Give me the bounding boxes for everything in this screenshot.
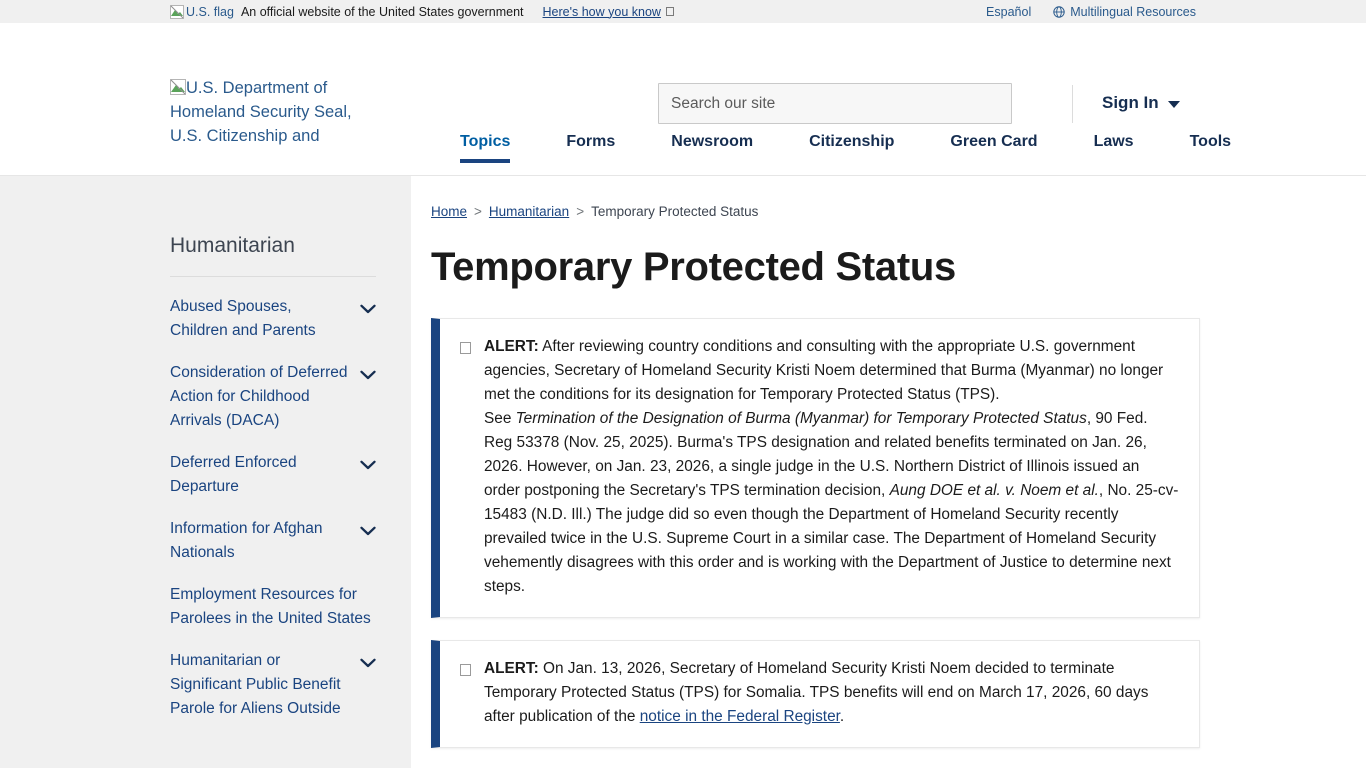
site-header <box>0 23 1366 176</box>
us-flag-alt-text: U.S. flag <box>186 4 234 19</box>
search-input[interactable] <box>658 83 1012 124</box>
federal-register-notice-link[interactable]: notice in the Federal Register <box>639 708 840 725</box>
heres-how-you-know-link[interactable]: Here's how you know <box>542 4 661 19</box>
alert-paragraph-1: On Jan. 13, 2026, Secretary of Homeland Security Kristi Noem decided to terminate Temporary Protected Status (TPS) for Somalia. TPS benefits will end on March 17, 2026, 60 days after publication of the <box>484 660 1149 725</box>
breadcrumb-humanitarian-link[interactable]: Humanitarian <box>488 204 570 219</box>
nav-label: Newsroom <box>671 133 754 150</box>
broken-image-icon <box>170 5 184 19</box>
chevron-down-icon[interactable] <box>360 655 376 665</box>
chevron-down-icon[interactable] <box>360 301 376 311</box>
nav-item-forms[interactable] <box>566 133 615 163</box>
sidebar-heading: Humanitarian <box>170 234 376 277</box>
page-title: Temporary Protected Status <box>431 245 956 289</box>
us-flag-broken-image <box>170 5 234 19</box>
alert-paragraph-1: After reviewing country conditions and consulting with the appropriate U.S. government agencies, Secretary of Homeland Security Kristi Noem determined that Burma (Myanmar) no longer met the conditions for its designation for Temporary Protected Status (TPS). <box>484 338 1164 403</box>
external-link-icon <box>666 7 674 16</box>
sidebar-item-humanitarian-parole[interactable] <box>170 631 376 721</box>
sidebar-list <box>170 277 376 721</box>
nav-item-tools[interactable] <box>1190 133 1231 163</box>
nav-item-newsroom[interactable] <box>671 133 753 163</box>
sidebar-item-daca[interactable] <box>170 343 376 433</box>
sidebar-item-deferred-enforced-departure[interactable] <box>170 433 376 499</box>
multilingual-resources-link[interactable] <box>1053 5 1196 19</box>
logo-alt-line-2: Homeland Security Seal, <box>170 103 352 121</box>
header-inner <box>0 23 1366 145</box>
multilingual-resources-label: Multilingual Resources <box>1070 4 1196 19</box>
page-body <box>0 176 1366 768</box>
sidebar-item-abused-spouses[interactable] <box>170 277 376 343</box>
alert-citation-2: Aung DOE et al. v. Noem et al. <box>889 482 1099 499</box>
nav-label: Topics <box>460 133 511 150</box>
sign-in-label: Sign In <box>1102 93 1159 112</box>
sidebar <box>0 176 411 768</box>
chevron-down-icon <box>1168 101 1180 108</box>
nav-label: Citizenship <box>809 133 895 150</box>
sidebar-item-label: Deferred Enforced Departure <box>170 454 297 495</box>
alert-paragraph-2: . <box>839 708 845 725</box>
alert-paragraph-3: , No. 25-cv-15483 (N.D. Ill.) The judge did so even though the Department of Homeland Security recently prevailed twice in the U.S. Supreme Court in a similar case. The Department of Homeland Security vehemently disagrees with this order and is working with the Department of Justice to determine next steps. <box>484 482 1179 595</box>
nav-label: Laws <box>1093 133 1134 150</box>
alerts-container <box>431 318 1200 768</box>
broken-image-icon <box>170 79 186 95</box>
alert-label: ALERT: <box>484 338 539 355</box>
chevron-down-icon[interactable] <box>360 523 376 533</box>
sign-in-button[interactable] <box>1102 93 1180 113</box>
header-divider <box>1072 85 1073 123</box>
sidebar-item-label: Employment Resources for Parolees in the United States <box>170 586 371 627</box>
primary-navigation <box>0 133 1366 175</box>
sidebar-item-label: Abused Spouses, Children and Parents <box>170 298 316 339</box>
main-content <box>411 176 1366 768</box>
nav-item-citizenship[interactable] <box>809 133 894 163</box>
sidebar-item-label: Information for Afghan Nationals <box>170 520 323 561</box>
nav-item-laws[interactable] <box>1094 133 1134 163</box>
sidebar-item-label: Consideration of Deferred Action for Childhood Arrivals (DACA) <box>170 364 348 429</box>
alert-see-prefix: See <box>484 410 516 427</box>
breadcrumb-separator: > <box>474 204 482 219</box>
alert-text <box>484 657 1179 729</box>
alert-box-burma <box>431 318 1200 618</box>
globe-icon <box>1053 6 1065 18</box>
logo-alt-line-3: U.S. Citizenship and <box>170 127 320 145</box>
gov-banner-text: An official website of the United States government <box>240 4 524 19</box>
breadcrumb-home-link[interactable]: Home <box>431 204 468 219</box>
chevron-down-icon[interactable] <box>360 367 376 377</box>
sidebar-item-afghan-nationals[interactable] <box>170 499 376 565</box>
gov-banner-left <box>170 5 674 19</box>
nav-item-topics[interactable] <box>460 133 510 163</box>
logo-alt-line-1: U.S. Department of <box>186 79 328 97</box>
alert-icon <box>460 664 471 676</box>
alert-paragraph-2: , 90 Fed. Reg 53378 (Nov. 25, 2025). Burma's TPS designation and related benefits terminated on Jan. 26, 2026. However, on Jan. 23, 2026, a single judge in the U.S. Northern District of Illinois issued an order postponing the Secretary's TPS termination decision, <box>484 410 1148 499</box>
nav-label: Forms <box>566 133 616 150</box>
breadcrumb <box>431 204 1200 219</box>
chevron-down-icon[interactable] <box>360 457 376 467</box>
nav-label: Tools <box>1189 133 1232 150</box>
alert-box-somalia <box>431 640 1200 748</box>
alert-text <box>484 335 1179 599</box>
alert-label: ALERT: <box>484 660 539 677</box>
sidebar-item-employment-resources-parolees[interactable] <box>170 565 376 631</box>
breadcrumb-separator: > <box>576 204 585 219</box>
government-banner <box>0 0 1366 23</box>
nav-item-green-card[interactable] <box>950 133 1037 163</box>
alert-citation-1: Termination of the Designation of Burma (Myanmar) for Temporary Protected Status <box>515 410 1087 427</box>
gov-banner-right <box>986 5 1196 19</box>
nav-label: Green Card <box>950 133 1038 150</box>
breadcrumb-current: Temporary Protected Status <box>591 204 759 219</box>
search-container <box>658 83 1012 124</box>
alert-icon <box>460 342 471 354</box>
espanol-link[interactable]: Español <box>986 4 1032 19</box>
sidebar-item-label: Humanitarian or Significant Public Benefit Parole for Aliens Outside <box>170 652 341 717</box>
